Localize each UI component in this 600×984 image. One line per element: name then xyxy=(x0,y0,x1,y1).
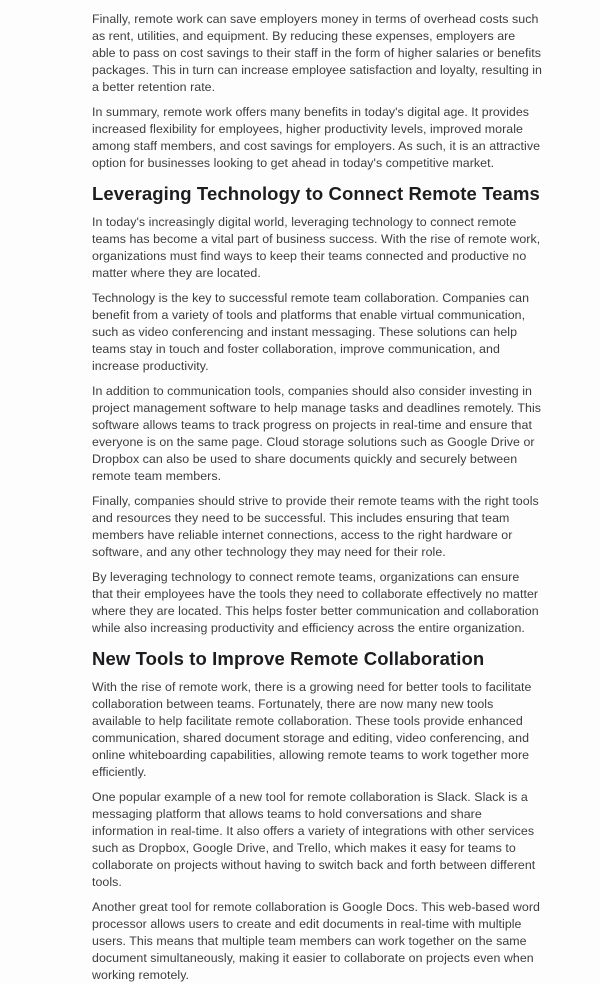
paragraph-leveraging-conclusion: By leveraging technology to connect remote teams, organizations can ensure that their employees have the tools they need to collaborate effectively no matter where they are located. This helps foster better communication and collaboration while also increasing productivity and efficiency across the entire organization. xyxy=(92,570,539,635)
article-content xyxy=(92,0,542,984)
paragraph-growing-need: With the rise of remote work, there is a growing need for better tools to facilitate collaboration between teams. Fortunately, there are now many new tools available to help facilitate remote collaboration. These tools provide enhanced communication, shared document storage and editing, video conferencing, and online whiteboarding capabilities, allowing remote teams to work together more efficiently. xyxy=(92,680,532,779)
paragraph-slack-example: One popular example of a new tool for remote collaboration is Slack. Slack is a messaging platform that allows teams to hold conversations and share information in real-time. It also offers a variety of integrations with other services such as Dropbox, Google Drive, and Trello, which makes it easy for teams to collaborate on projects without having to switch back and forth between different tools. xyxy=(92,790,536,889)
section-heading-new-tools: New Tools to Improve Remote Collaboration xyxy=(92,648,485,669)
paragraph-digital-world: In today's increasingly digital world, leveraging technology to connect remote teams has become a vital part of business success. With the rise of remote work, organizations must find ways to keep their teams connected and productive no matter where they are located. xyxy=(92,215,541,280)
paragraph-technology-key: Technology is the key to successful remote team collaboration. Companies can benefit from a variety of tools and platforms that enable virtual communication, such as video conferencing and instant messaging. These solutions can help teams stay in touch and foster collaboration, improve communication, and increase productivity. xyxy=(92,291,530,373)
paragraph-project-management: In addition to communication tools, companies should also consider investing in project management software to help manage tasks and deadlines remotely. This software allows teams to track progress on projects in real-time and ensure that everyone is on the same page. Cloud storage solutions such as Google Drive or Dropbox can also be used to share documents quickly and securely between remote team members. xyxy=(92,384,542,483)
paragraph-remote-work-savings: Finally, remote work can save employers money in terms of overhead costs such as rent, utilities, and equipment. By reducing these expenses, employers are able to pass on cost savings to their staff in the form of higher salaries or benefits packages. This in turn can increase employee satisfaction and loyalty, resulting in a better retention rate. xyxy=(92,12,542,94)
paragraph-right-tools: Finally, companies should strive to provide their remote teams with the right tools and resources they need to be successful. This includes ensuring that team members have reliable internet connections, access to the right hardware or software, and any other technology they may need for their role. xyxy=(92,494,539,559)
section-heading-leveraging-technology: Leveraging Technology to Connect Remote Teams xyxy=(92,183,540,204)
paragraph-google-docs-example: Another great tool for remote collaboration is Google Docs. This web-based word processor allows users to create and edit documents in real-time with multiple users. This means that multiple team members can work together on the same document simultaneously, making it easier to collaborate on projects even when working remotely. xyxy=(92,900,540,982)
paragraph-remote-work-summary: In summary, remote work offers many benefits in today's digital age. It provides increased flexibility for employees, higher productivity levels, improved morale among staff members, and cost savings for employers. As such, it is an attractive option for businesses looking to get ahead in today's competitive market. xyxy=(92,105,541,170)
